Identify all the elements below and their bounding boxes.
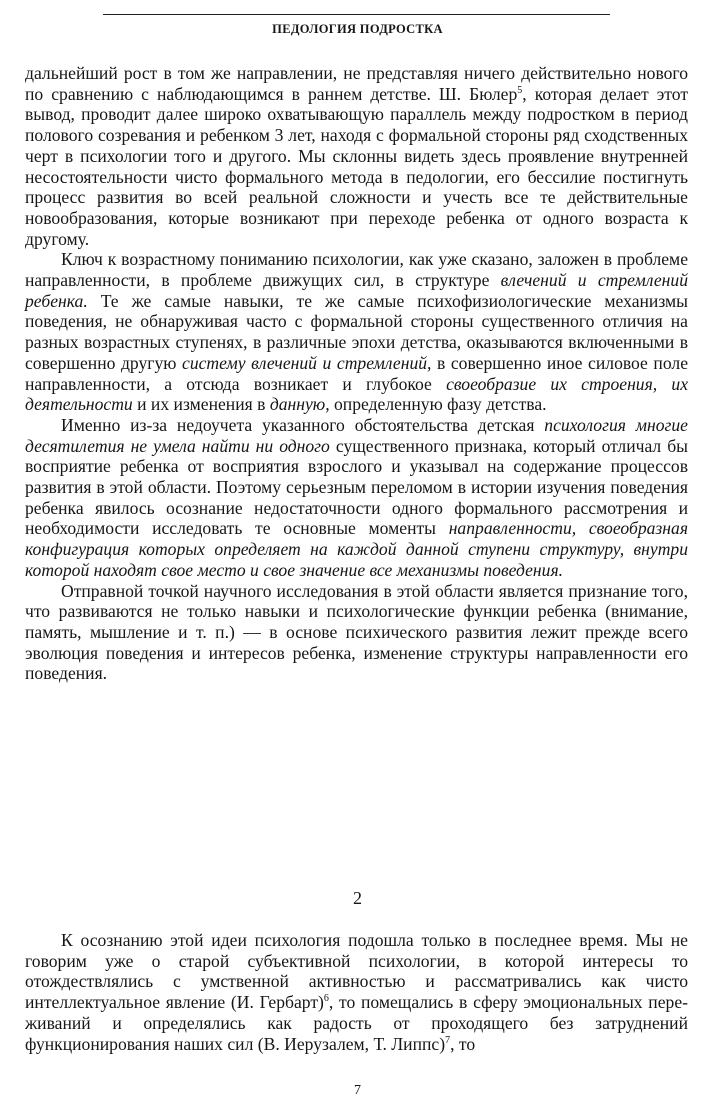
paragraph-5: К осознанию этой идеи психология подошла только в последнее время. Мы не говорим уже о старой субъективной психологии, в которой интересы то отождествлялись с умственной активностью и рассматривались как чисто интеллектуальное явление (И. Гербарт)$^6$, то помещались в сферу эмоциональных переживаний и определялись как радость от проходящего без затруднений функционирования наших сил (В. Иерузалем, Т. Липпс)$^7$, то: [25, 930, 688, 1054]
footnote-ref: 7: [445, 1034, 451, 1046]
paragraph-3: Именно из-за недоучета указанного обстоятельства детская психология многие десятилетия не умела найти ни одного существенного признака, который отличал бы восприятие ребенка от восприятия взрослого и указывал на содержание процессов развития в этой области. Поэтому серьезным переломом в истории изучения поведения ребенка явилось осознание недостаточности одного формального рассмотрения и необходимости исследовать те основные моменты направленности, своеобразная конфигурация которых определяет на каждой данной ступени структуру, внутри которой находят свое место и свое значение все механизмы поведения.: [25, 414, 688, 580]
running-head: ПЕДОЛОГИЯ ПОДРОСТКА: [272, 22, 443, 36]
paragraph-2: Ключ к возрастному пониманию психологии, как уже сказано, заложен в проблеме направленности, в проблеме движущих сил, в структуре влечений и стремлений ребенка. Те же самые навыки, те же самые психофизиологические механизмы поведения, не обнаруживая часто с формальной стороны существенного отличия на разных возрастных ступенях, в различные эпохи детства, оказываются включенными в совершенно другую систему влечений и стремлений, в совершенно иное силовое поле направленности, а отсюда возникает и глубокое своеобразие их строения, их деятельности и их изменения в данную, определенную фазу детства.: [25, 249, 689, 415]
header-rule: [103, 14, 610, 15]
section-2-text: [25, 930, 688, 1054]
section-number: 2: [353, 888, 362, 908]
paragraph-1: дальнейший рост в том же направлении, не представляя ничего действительно нового по сравнению с наблюдающимся в раннем детстве. Ш. Бюлер$^5$, которая делает этот вывод, проводит далее широко охватывающую параллель между подростком в период полового созревания и ребенком 3 лет, находя с формальной стороны ряд сходственных черт в психологии того и другого. Мы склонны видеть здесь проявление внутренней несостоятельности чисто формального метода в педологии, его бессилие постигнуть процесс развития во всей реальной сложности и учесть все те действительные новообразования, которые возникают при переходе ребенка от одного возраста к другому.: [25, 63, 689, 249]
paragraph-4: Отправной точкой научного исследования в этой области является признание того, что развиваются не только навыки и психологические функции ребенка (внимание, память, мышление и т. п.) — в основе психического развития лежит прежде всего эволюция поведения и интересов ребенка, изменение структуры направленности его поведения.: [25, 580, 688, 684]
footnote-ref: 6: [323, 993, 329, 1005]
footnote-ref: 5: [517, 84, 523, 96]
page-number: 7: [354, 1083, 361, 1098]
main-text: [25, 63, 688, 684]
